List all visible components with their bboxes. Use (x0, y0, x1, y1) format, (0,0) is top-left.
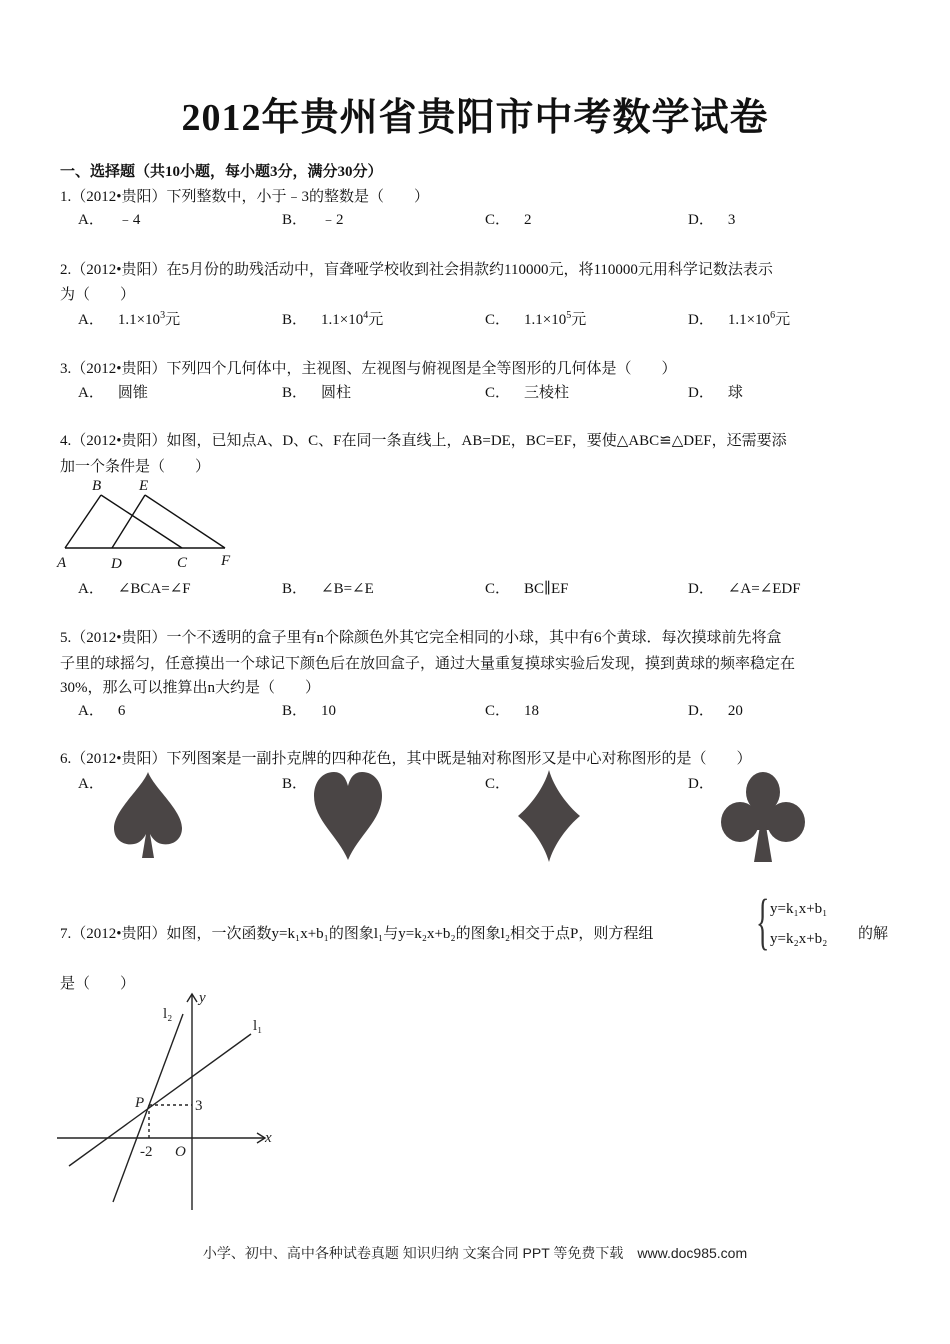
option-b: B． 圆柱 (282, 385, 352, 401)
option-a: A． ∠BCA=∠F (78, 581, 191, 597)
option-c: C． 2 (485, 212, 532, 228)
option-b-label: B． (282, 776, 308, 792)
spade-icon (108, 770, 188, 862)
option-a-label: A． (78, 776, 104, 792)
option-d: D． 3 (688, 212, 736, 228)
svg-text:l₂: l₂ (163, 1006, 173, 1022)
svg-text:l₁: l₁ (253, 1018, 263, 1034)
option-c: C． 18 (485, 703, 540, 719)
footer-ad: 小学、初中、高中各种试卷真题 知识归纳 文案合同 PPT 等免费下载 www.doc985.com (202, 1245, 748, 1261)
option-c: C． BC∥EF (485, 581, 569, 597)
diamond-icon (514, 768, 584, 864)
page-title: 2012年贵州省贵阳市中考数学试卷 (181, 97, 769, 139)
option-a: A． ﹣4 (78, 212, 141, 228)
question-text-cont: 子里的球摇匀，任意摸出一个球记下颜色后在放回盒子，通过大量重复摸球实验后发现，摸到黄球的频率稳定在 (60, 656, 796, 672)
option-c: C． $1.1\times 10^5$元 (485, 310, 587, 328)
svg-text:D: D (111, 556, 122, 572)
svg-text:x: x (265, 1130, 272, 1146)
option-b: B． 10 (282, 703, 337, 719)
svg-text:F: F (221, 553, 231, 569)
heart-icon (308, 770, 388, 864)
option-c-label: C． (485, 776, 511, 792)
option-d: D． ∠A=∠EDF (688, 581, 801, 597)
question-text: 7.（2012•贵阳）如图，一次函数y=k₁x+b₁的图象l₁与y=k₂x+b₂的图象l₂相交于点P，则方程组 (60, 926, 654, 942)
option-a: A． 6 (78, 703, 126, 719)
svg-text:C: C (177, 555, 188, 571)
option-b: B． ﹣2 (282, 212, 344, 228)
section-heading: 一、选择题（共10小题，每小题3分，满分30分） (60, 164, 383, 180)
option-d-label: D． (688, 776, 714, 792)
question-text-cont: 加一个条件是（ ） (60, 459, 211, 475)
svg-text:A: A (57, 555, 67, 571)
question-text-tail: 的解 (858, 926, 889, 942)
option-a: A． $1.1\times 10^3$元 (78, 310, 181, 328)
equation-1: y=k₁x+b₁ (770, 901, 828, 917)
svg-text:y: y (199, 990, 206, 1006)
option-d: D． 球 (688, 385, 743, 401)
question-text-cont: 是（ ） (60, 976, 136, 992)
question-text: 3.（2012•贵阳）下列四个几何体中，主视图、左视图与俯视图是全等图形的几何体是（ ） (60, 361, 677, 377)
svg-text:B: B (92, 478, 102, 494)
svg-text:E: E (139, 478, 149, 494)
option-d: D． 20 (688, 703, 743, 719)
linear-functions-graph (55, 988, 285, 1213)
question-text: 4.（2012•贵阳）如图，已知点A、D、C、F在同一条直线上，AB=DE，BC=EF，要使△ABC≌△DEF，还需要添 (60, 433, 787, 449)
svg-text:O: O (175, 1144, 186, 1160)
option-b: B． ∠B=∠E (282, 581, 374, 597)
club-icon (718, 770, 808, 866)
question-text: 2.（2012•贵阳）在5月份的助残活动中，盲聋哑学校收到社会捐款约110000元，将110000元用科学记数法表示 (60, 262, 773, 278)
question-text-cont: 为（ ） (60, 287, 136, 303)
triangles-figure (55, 474, 245, 574)
left-brace: { (756, 888, 770, 956)
option-a: A． 圆锥 (78, 385, 148, 401)
equation-2: y=k₂x+b₂ (770, 931, 828, 947)
svg-text:-2: -2 (140, 1144, 153, 1160)
svg-text:3: 3 (195, 1098, 203, 1114)
question-text: 5.（2012•贵阳）一个不透明的盒子里有n个除颜色外其它完全相同的小球，其中有6个黄球．每次摸球前先将盒 (60, 630, 782, 646)
question-text: 6.（2012•贵阳）下列图案是一副扑克牌的四种花色，其中既是轴对称图形又是中心对称图形的是（ ） (60, 751, 752, 767)
option-c: C． 三棱柱 (485, 385, 570, 401)
svg-text:P: P (135, 1095, 145, 1111)
option-d: D． $1.1\times 10^6$元 (688, 310, 791, 328)
question-text-cont: 30%，那么可以推算出n大约是（ ） (60, 680, 320, 696)
question-text: 1.（2012•贵阳）下列整数中，小于﹣3的整数是（ ） (60, 189, 430, 205)
option-b: B． $1.1\times 10^4$元 (282, 310, 384, 328)
